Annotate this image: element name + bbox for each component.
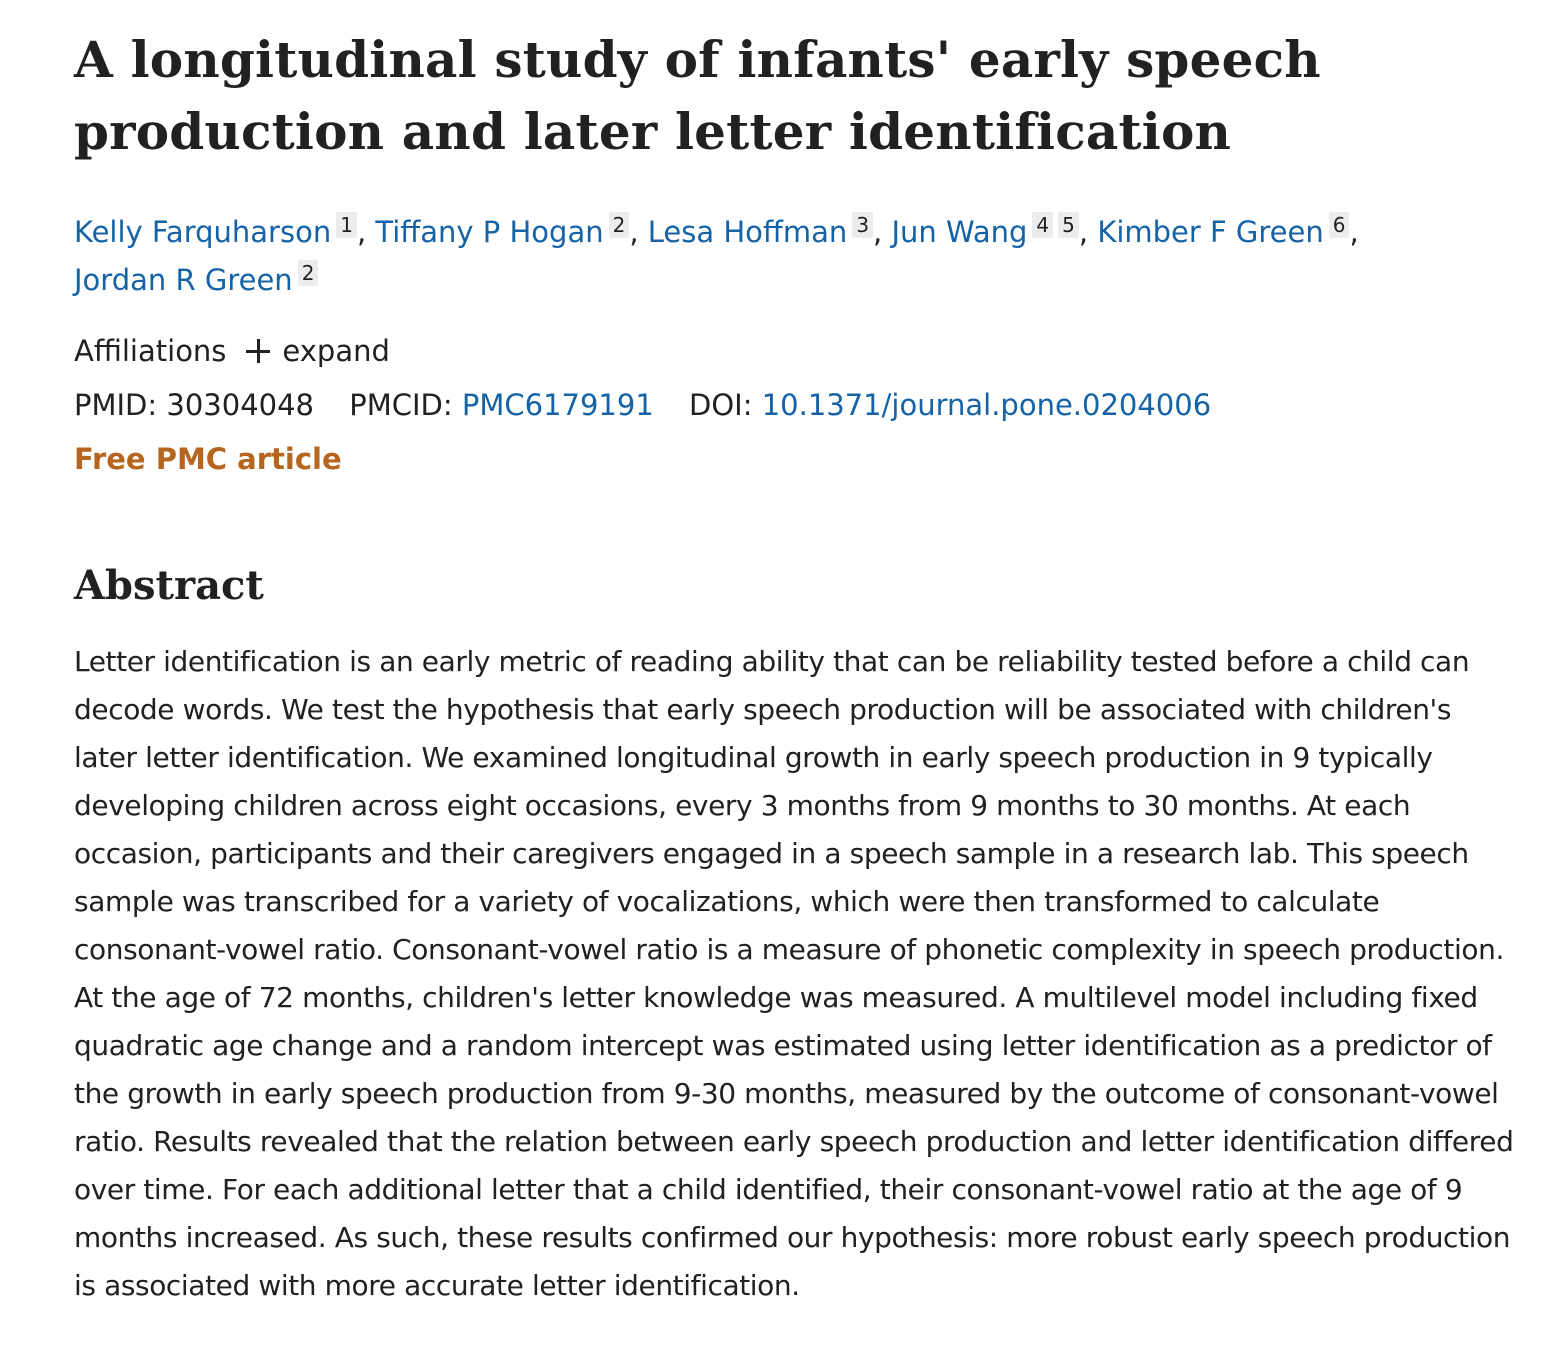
affiliation-ref[interactable]: 1 — [336, 212, 357, 238]
affiliation-ref[interactable]: 3 — [852, 212, 873, 238]
affiliation-ref[interactable]: 4 — [1032, 212, 1053, 238]
pmid-label: PMID: — [74, 388, 158, 422]
author-separator: , — [1349, 215, 1359, 249]
free-pmc-article-link[interactable]: Free PMC article — [74, 442, 342, 476]
author-link[interactable]: Kelly Farquharson — [74, 215, 332, 249]
affiliations-label: Affiliations — [74, 334, 227, 368]
doi-link[interactable]: 10.1371/journal.pone.0204006 — [761, 388, 1212, 422]
author-link[interactable]: Jun Wang — [891, 215, 1028, 249]
author-separator: , — [1078, 215, 1098, 249]
author-separator: , — [873, 215, 892, 249]
pmid-value: 30304048 — [166, 388, 314, 422]
article-page — [74, 24, 1524, 1310]
authors-list — [74, 208, 1404, 304]
author-link[interactable]: Lesa Hoffman — [647, 215, 848, 249]
article-title: A longitudinal study of infants' early speech production and later letter identification — [74, 30, 1321, 161]
author-separator: , — [629, 215, 648, 249]
author-link[interactable]: Kimber F Green — [1097, 215, 1324, 249]
abstract-heading: Abstract — [74, 562, 264, 609]
pmcid-link[interactable]: PMC6179191 — [461, 388, 654, 422]
doi-label: DOI: — [689, 388, 753, 422]
author-separator: , — [356, 215, 376, 249]
affiliation-ref[interactable]: 5 — [1058, 212, 1079, 238]
affiliations-row — [74, 324, 1524, 378]
affiliations-expand-button[interactable] — [246, 324, 389, 378]
abstract-text: Letter identification is an early metric of reading ability that can be reliability tested before a child can decode words. We test the hypothesis that early speech production will be associated with children's later letter identification. We examined longitudinal growth in early speech production in 9 typically developing children across eight occasions, every 3 months from 9 months to 30 months. At each occasion, participants and their caregivers engaged in a speech sample in a research lab. This speech sample was transcribed for a variety of vocalizations, which were then transformed to calculate consonant-vowel ratio. Consonant-vowel ratio is a measure of phonetic complexity in speech production. At the age of 72 months, children's letter knowledge was measured. A multilevel model including fixed quadratic age change and a random intercept was estimated using letter identification as a predictor of the growth in early speech production from 9-30 months, measured by the outcome of consonant-vowel ratio. Results revealed that the relation between early speech production and letter identification differed over time. For each additional letter that a child identified, their consonant-vowel ratio at the age of 9 months increased. As such, these results confirmed our hypothesis: more robust early speech production is associated with more accurate letter identification. — [74, 645, 1514, 1302]
affiliation-ref[interactable]: 6 — [1329, 212, 1350, 238]
plus-icon — [246, 339, 270, 363]
free-pmc-row — [74, 432, 1524, 486]
article-meta — [74, 324, 1524, 486]
identifiers-row — [74, 378, 1524, 432]
expand-label: expand — [282, 334, 390, 368]
pmcid-label: PMCID: — [349, 388, 453, 422]
author-link[interactable]: Jordan R Green — [74, 263, 293, 297]
affiliation-ref[interactable]: 2 — [298, 260, 319, 286]
affiliation-ref[interactable]: 2 — [609, 212, 630, 238]
author-link[interactable]: Tiffany P Hogan — [375, 215, 604, 249]
